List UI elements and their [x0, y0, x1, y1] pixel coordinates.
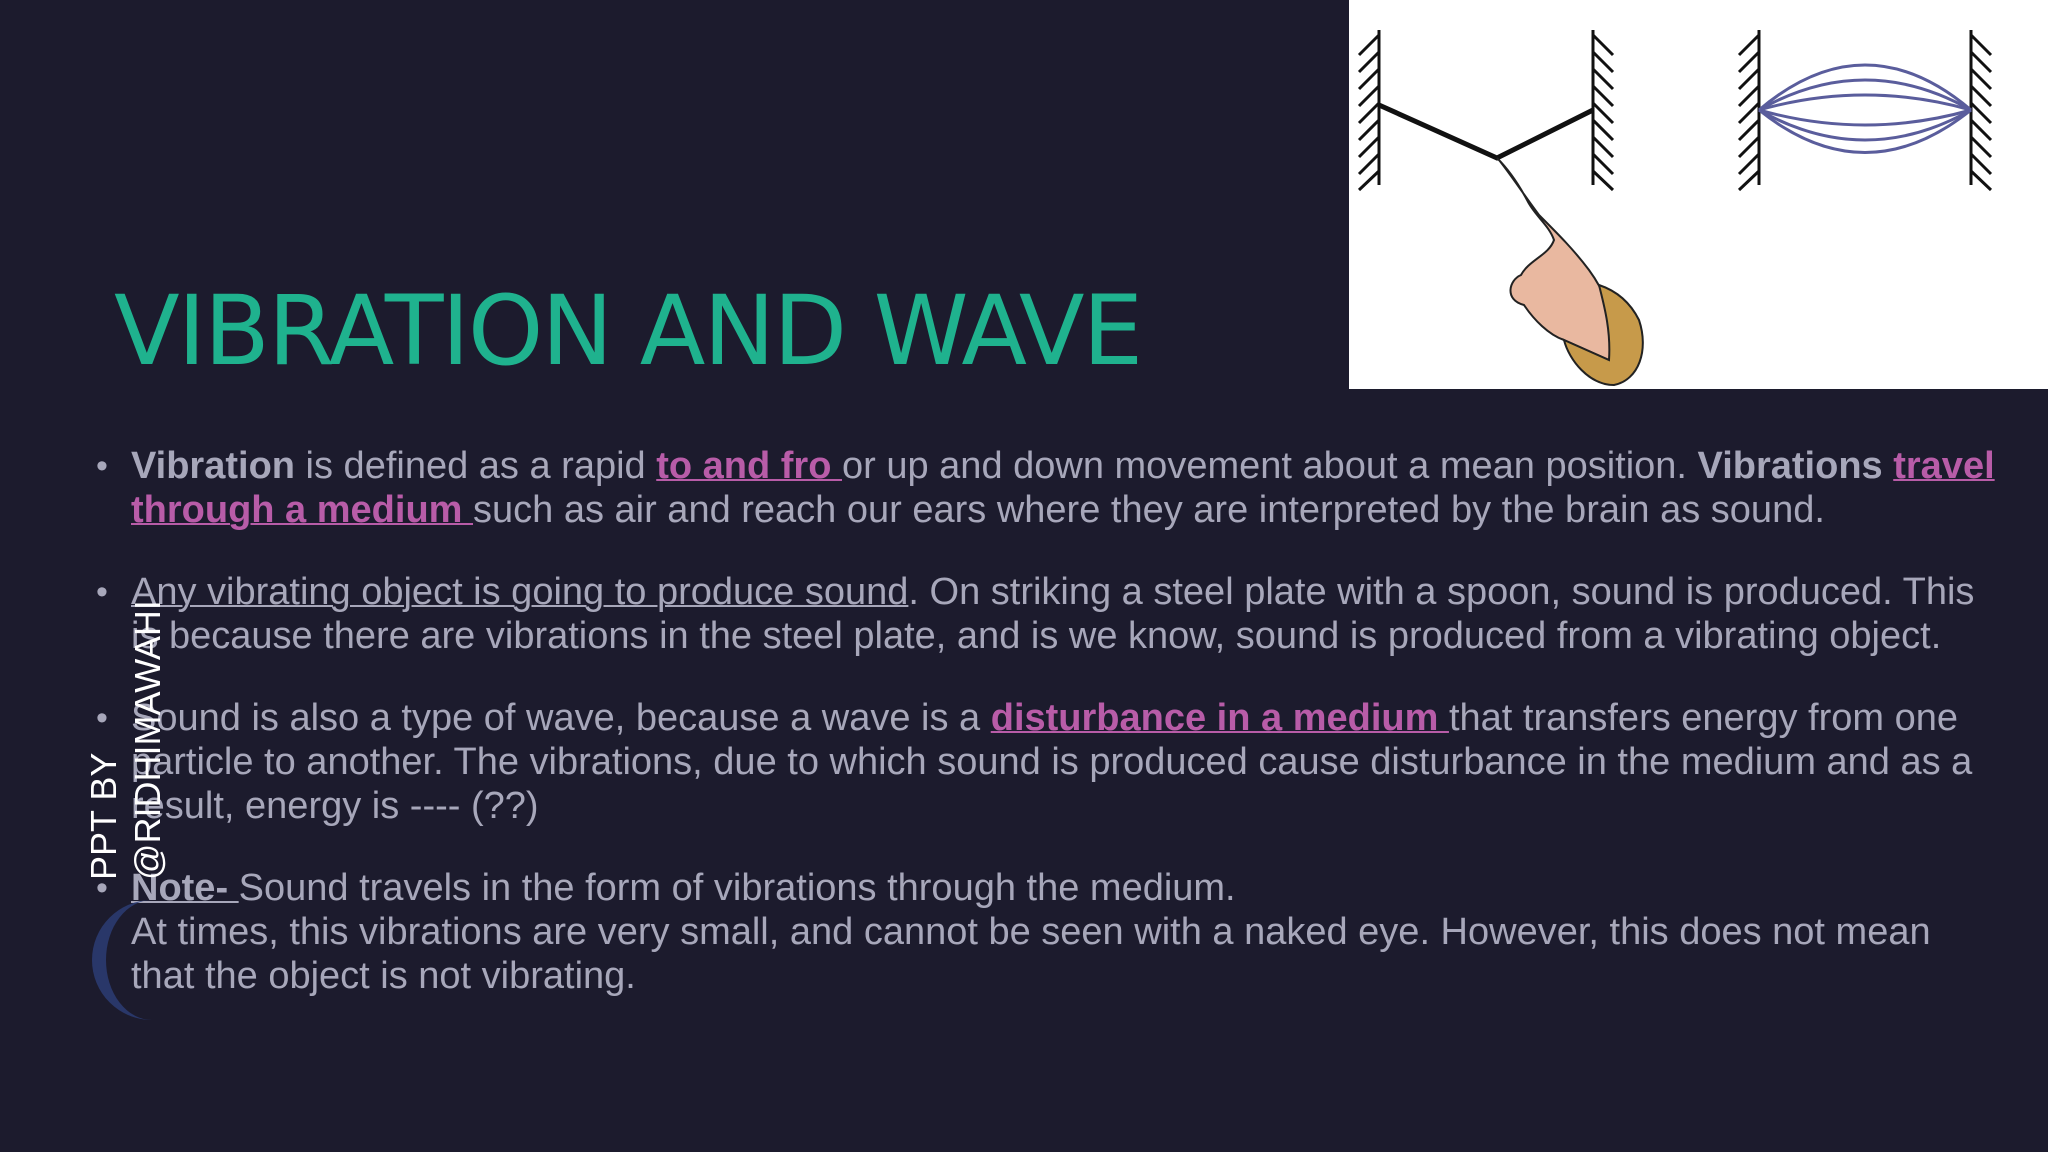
text: that transfers energy from one particle to another. The vibrations, due to which sound is produced cause disturbance in the medium and as a result, energy is ---- (??) — [131, 697, 1973, 827]
term-vibration: Vibration — [131, 445, 295, 487]
bullet-icon: • — [96, 573, 108, 611]
watermark-line-2: @RIDHIMAWAHI — [127, 600, 168, 880]
bullet-sound-wave — [96, 696, 1996, 828]
text: At times, this vibrations are very small, and cannot be seen with a naked eye. However, this does not mean that the object is not vibrating. — [131, 911, 1931, 997]
link-disturbance-in-a-medium[interactable]: disturbance in a medium — [990, 697, 1449, 739]
text — [1883, 445, 1894, 487]
vibration-illustration — [1349, 0, 2048, 389]
text: is defined as a rapid — [295, 445, 657, 487]
bullet-list — [96, 444, 1996, 1036]
watermark-line-1: PPT BY — [83, 752, 124, 880]
text: . On striking a steel plate with a spoon, sound is produced. This is because there are vibrations in the steel plate, and is we know, sound is produced from a vibrating object. — [131, 571, 1975, 657]
underlined-statement: Any vibrating object is going to produce sound — [131, 571, 909, 613]
text: or up and down movement about a mean position. — [842, 445, 1698, 487]
term-vibrations: Vibrations — [1697, 445, 1883, 487]
note-label: Note- — [131, 867, 239, 909]
slide-title: VIBRATION AND WAVE — [114, 275, 1142, 387]
text: Sound is also a type of wave, because a wave is a — [131, 697, 991, 739]
bullet-icon: • — [96, 699, 108, 737]
bullet-note — [96, 866, 1996, 998]
link-to-and-fro[interactable]: to and fro — [656, 445, 842, 487]
bullet-icon: • — [96, 447, 108, 485]
bullet-icon: • — [96, 869, 108, 907]
text: Sound travels in the form of vibrations through the medium. — [238, 867, 1236, 909]
string-plucked-and-vibrating-illustration — [1349, 0, 2048, 389]
bullet-vibration-definition — [96, 444, 1996, 532]
bullet-vibrating-object — [96, 570, 1996, 658]
link-travel-through-a-medium[interactable]: travel through a medium — [131, 445, 1995, 531]
watermark — [82, 600, 170, 880]
text: such as air and reach our ears where they are interpreted by the brain as sound. — [473, 489, 1825, 531]
